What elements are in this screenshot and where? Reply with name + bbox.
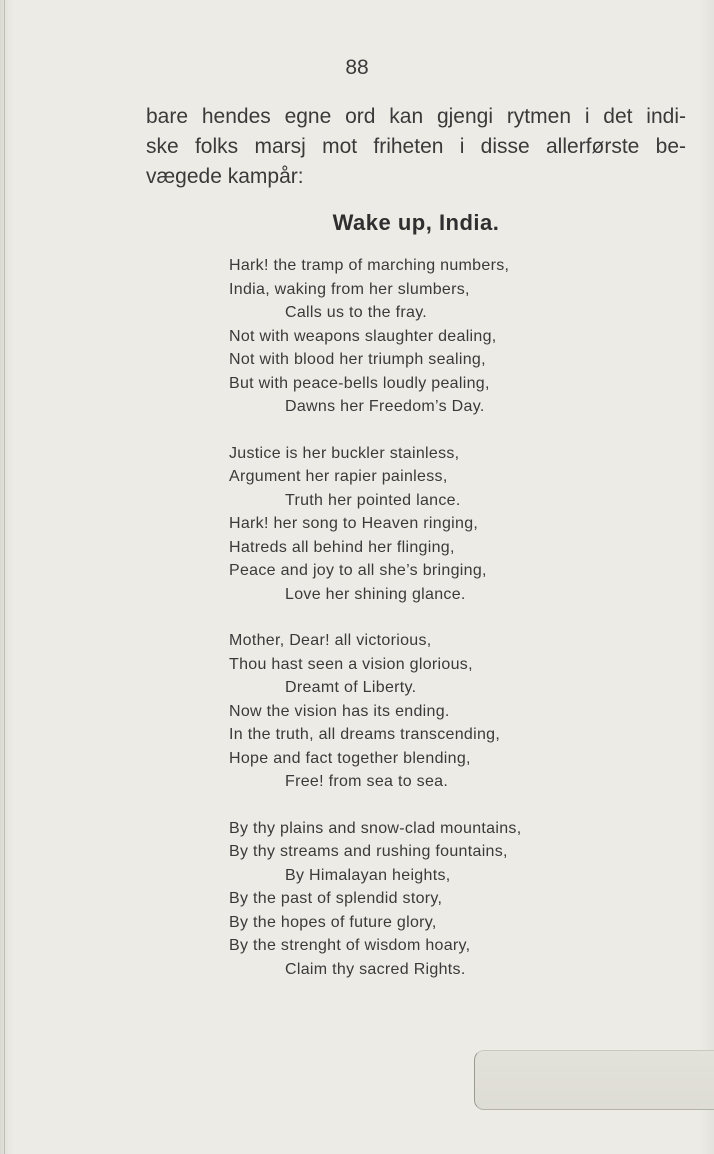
verse-line: By Himalayan heights, — [285, 866, 451, 884]
verse-line: Not with weapons slaughter dealing, — [229, 327, 497, 345]
stanza-4 — [229, 817, 589, 982]
verse-line: Justice is her buckler stainless, — [229, 444, 460, 462]
verse-line: Free! from sea to sea. — [285, 773, 449, 790]
verse-line: Thou hast seen a vision glorious, — [229, 655, 473, 673]
poem — [229, 254, 589, 1004]
verse-line: India, waking from her slumbers, — [229, 280, 470, 298]
verse-line: Hope and fact together blending, — [229, 749, 471, 767]
verse-line: By the past of splendid story, — [229, 890, 443, 907]
verse-line: Dawns her Freedom’s Day. — [285, 398, 485, 415]
page-edge — [4, 0, 5, 1154]
intro-line: bare hendes egne ord kan gjengi rytmen i det indi- — [146, 105, 686, 128]
verse-line: But with peace-bells loudly pealing, — [229, 374, 490, 392]
verse-line: Truth her pointed lance. — [285, 491, 461, 509]
verse-line: Claim thy sacred Rights. — [285, 960, 466, 978]
verse-line: By thy streams and rushing fountains, — [229, 843, 508, 860]
verse-line: Now the vision has its ending. — [229, 702, 450, 720]
poem-title: Wake up, India. — [332, 210, 500, 235]
intro-paragraph — [146, 102, 686, 192]
stanza-2 — [229, 442, 589, 607]
verse-line: Argument her rapier painless, — [229, 468, 448, 485]
verse-line: By the hopes of future glory, — [229, 913, 437, 931]
verse-line: Love her shining glance. — [285, 585, 466, 603]
page-number: 88 — [345, 56, 369, 79]
verse-line: Dreamt of Liberty. — [285, 679, 417, 696]
stanza-3 — [229, 629, 589, 794]
stanza-1 — [229, 254, 589, 419]
verse-line: Hark! the tramp of marching numbers, — [229, 257, 510, 274]
verse-line: By the strenght of wisdom hoary, — [229, 937, 471, 954]
verse-line: Not with blood her triumph sealing, — [229, 351, 486, 368]
intro-line: ske folks marsj mot friheten i disse allerførste be- — [146, 135, 686, 158]
verse-line: In the truth, all dreams transcending, — [229, 726, 501, 743]
verse-line: Calls us to the fray. — [285, 304, 428, 321]
verse-line: Peace and joy to all she’s bringing, — [229, 562, 487, 579]
verse-line: Hatreds all behind her flinging, — [229, 538, 455, 556]
verse-line: By thy plains and snow-clad mountains, — [229, 819, 522, 837]
verse-line: Hark! her song to Heaven ringing, — [229, 515, 479, 532]
verse-line: Mother, Dear! all victorious, — [229, 632, 432, 649]
library-stamp-outline — [474, 1050, 714, 1110]
intro-line: vægede kampår: — [146, 165, 304, 188]
